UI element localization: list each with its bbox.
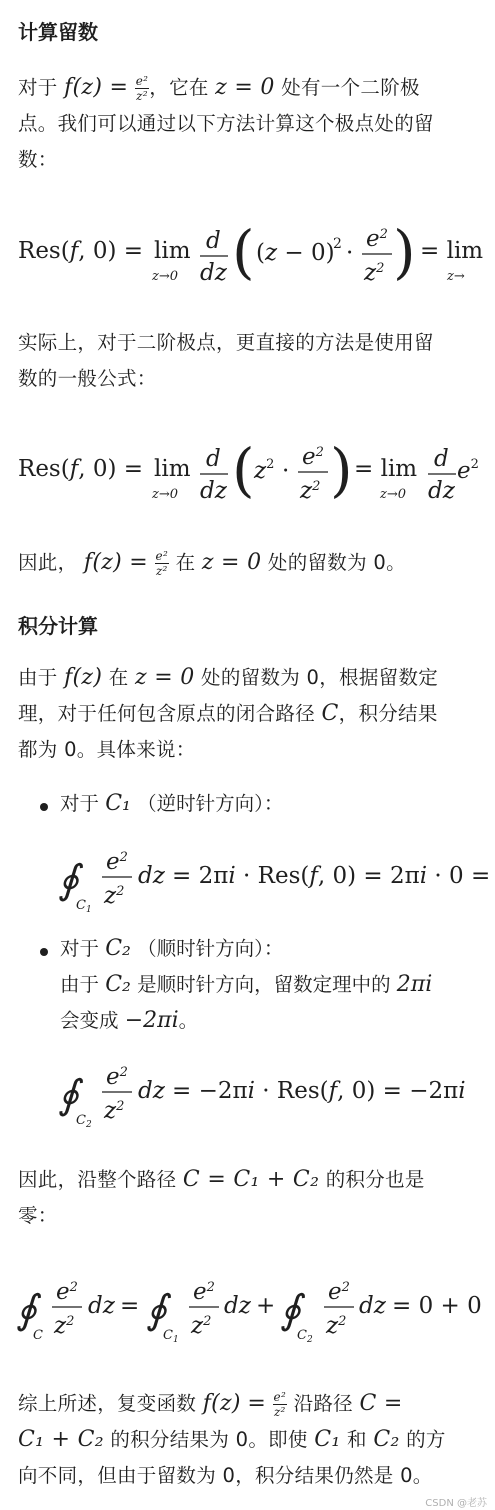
text-line: 都为 0。具体来说： [18, 738, 196, 761]
text-segment: 会变成 [60, 1009, 119, 1032]
text-line: 数的一般公式： [18, 367, 157, 390]
text-segment: 的积分结果为 0。即使 [110, 1428, 308, 1451]
svg-text:dz: dz [138, 863, 165, 889]
svg-text:dz: dz [138, 1078, 165, 1104]
text-line: 实际上，对于二阶极点，更直接的方法是使用留 [18, 331, 434, 354]
text-segment: 沿路径 [293, 1392, 353, 1415]
svg-text:e2: $e^2$ [457, 457, 479, 484]
svg-text:C: C [33, 1328, 43, 1343]
text-line: 数： [18, 148, 58, 171]
text-segment: 的积分也是 [325, 1168, 425, 1191]
text-segment: （顺时针方向）： [137, 937, 284, 960]
text-segment: 在 [108, 666, 129, 689]
svg-text:C1: $C_1$ [76, 898, 92, 915]
svg-text:z2: $z^2$ [191, 1313, 212, 1339]
svg-text:e2: $e^2$ [302, 444, 324, 470]
math-inline: C₁ + C₂ [18, 1427, 104, 1452]
text-segment: 由于 [60, 973, 100, 996]
text-segment: 由于 [18, 666, 58, 689]
svg-text:= lim: = lim [354, 456, 418, 482]
text-segment: 因此，沿整个路径 [18, 1168, 177, 1191]
text-segment: 在 [175, 551, 196, 574]
svg-text:z2: $z^2$ [54, 1313, 75, 1339]
text-segment: ，它在 [149, 76, 209, 99]
equation-res-limit-2 [0, 428, 495, 508]
text-segment: 处的留数为 0。 [267, 551, 406, 574]
math-inline: C = C₁ + C₂ [182, 1167, 320, 1192]
svg-text:·: · [346, 240, 354, 266]
math-inline: f(z) [64, 665, 103, 690]
text-segment: 是顺时针方向，留数定理中的 [137, 973, 391, 996]
paragraph-whole-path [18, 1162, 480, 1234]
text-segment: 。 [178, 1009, 199, 1032]
list-bullet [40, 803, 50, 813]
math-fraction: $\frac{\text{e²}}{\text{z²}}$ [155, 549, 169, 578]
svg-text:z2: $z^2$ [364, 260, 385, 286]
text-segment: 对于 [60, 937, 100, 960]
svg-text:∮: ∮ [280, 1287, 301, 1333]
svg-text:): ) [330, 436, 353, 504]
svg-text:∮: ∮ [58, 1072, 79, 1118]
text-segment: 的方 [406, 1428, 446, 1451]
svg-text:+: + [256, 1293, 276, 1319]
svg-text:= 0 + 0: = 0 + 0 [392, 1293, 482, 1319]
math-inline: C₁ [314, 1427, 341, 1452]
text-line: 点。我们可以通过以下方法计算这个极点处的留 [18, 112, 434, 135]
math-inline: −2πi [124, 1008, 179, 1033]
svg-text:dz: dz [428, 478, 455, 504]
list-item-c2 [60, 931, 480, 1039]
svg-text:∮: ∮ [146, 1287, 167, 1333]
text-segment: 理，对于任何包含原点的闭合路径 [18, 702, 316, 725]
svg-text:e2: $e^2$ [106, 1064, 128, 1090]
text-segment: 因此， [18, 551, 78, 574]
equation-integral-sum [0, 1265, 495, 1350]
svg-text:z→: z→ [447, 269, 465, 284]
svg-text:dz: dz [200, 260, 227, 286]
text-segment: （逆时针方向）： [137, 792, 284, 815]
text-segment: 处有一个二阶极 [281, 76, 420, 99]
svg-text:dz: dz [88, 1293, 115, 1319]
math-inline: C = [359, 1391, 403, 1416]
equation-integral-c1 [0, 835, 495, 920]
svg-text:z2: $z^2$ [104, 883, 125, 909]
math-inline: C [321, 701, 339, 726]
svg-text:·: · [282, 458, 290, 484]
math-fraction: $\frac{\text{e²}}{\text{z²}}$ [135, 74, 149, 103]
math-inline: = [247, 1391, 267, 1416]
math-inline: C₂ [105, 972, 131, 997]
math-inline: f(z) [202, 1391, 241, 1416]
text-segment: 处的留数为 0，根据留数定 [201, 666, 439, 689]
math-inline: C₁ [105, 791, 131, 816]
math-inline: 2πi [396, 972, 433, 997]
text-segment: ，积分结果 [338, 702, 438, 725]
text-segment: 对于 [18, 76, 58, 99]
svg-text:d: d [434, 446, 449, 472]
svg-text:z→0: z→0 [380, 487, 407, 502]
paragraph-conclusion [18, 1386, 480, 1494]
svg-text:z→0: z→0 [152, 269, 179, 284]
list-item-c1 [60, 786, 480, 822]
paragraph-residue-result [18, 545, 480, 581]
math-inline: z = 0 [135, 665, 195, 690]
svg-text:dz: dz [359, 1293, 386, 1319]
watermark: CSDN @老苏 [425, 1498, 487, 1509]
svg-text:(z − 0): (z − 0) [256, 240, 335, 266]
text-line: 向不同，但由于留数为 0，积分结果仍然是 0。 [18, 1464, 433, 1487]
svg-text:z2: $z^2$ [326, 1313, 347, 1339]
svg-text:= −2πi · Res(f, 0) = −2πi: = −2πi · Res(f, 0) = −2πi [172, 1078, 466, 1104]
svg-text:e2: $e^2$ [328, 1279, 350, 1305]
svg-text:d: d [206, 228, 221, 254]
svg-text:(: ( [232, 436, 255, 504]
svg-text:lim: lim [154, 238, 191, 264]
svg-text:2: 2 [333, 236, 342, 252]
paragraph-integral-intro [18, 660, 480, 768]
svg-text:(: ( [232, 218, 255, 286]
svg-text:z2: $z^2$ [254, 457, 275, 484]
svg-text:= 2πi · Res(f, 0) = 2πi · 0 =: = 2πi · Res(f, 0) = 2πi · 0 = [172, 863, 491, 889]
svg-text:): ) [393, 218, 416, 286]
math-inline: f(z) = [83, 550, 149, 575]
svg-text:=: = [120, 1293, 140, 1319]
svg-text:z2: $z^2$ [104, 1098, 125, 1124]
list-bullet [40, 948, 50, 958]
svg-text:e2: $e^2$ [56, 1279, 78, 1305]
section-heading-residue: 计算留数 [18, 20, 98, 44]
svg-text:z2: $z^2$ [300, 478, 321, 504]
equation-integral-c2 [0, 1050, 495, 1135]
math-inline: f(z) = [64, 75, 129, 100]
svg-text:dz: dz [224, 1293, 251, 1319]
math-inline: C₂ [373, 1427, 400, 1452]
text-line: 零： [18, 1204, 58, 1227]
svg-text:e2: $e^2$ [106, 849, 128, 875]
paragraph-residue-intro [18, 70, 480, 178]
svg-text:C2: $C_2$ [297, 1328, 313, 1345]
text-segment: 和 [347, 1428, 367, 1451]
math-inline: z = 0 [215, 75, 275, 100]
equation-res-limit-1 [0, 210, 495, 290]
svg-text:∮: ∮ [58, 857, 79, 903]
svg-text:d: d [206, 446, 221, 472]
svg-text:C2: $C_2$ [76, 1113, 92, 1130]
paragraph-direct-method [18, 325, 480, 397]
math-fraction: $\frac{\text{e²}}{\text{z²}}$ [273, 1390, 287, 1419]
text-segment: 综上所述，复变函数 [18, 1392, 197, 1415]
svg-text:lim: lim [154, 456, 191, 482]
svg-text:dz: dz [200, 478, 227, 504]
math-inline: C₂ [105, 936, 131, 961]
svg-text:C1: $C_1$ [163, 1328, 179, 1345]
section-heading-integral: 积分计算 [18, 614, 98, 638]
svg-text:e2: $e^2$ [366, 226, 388, 252]
text-segment: 对于 [60, 792, 100, 815]
svg-text:∮: ∮ [16, 1287, 37, 1333]
svg-text:z→0: z→0 [152, 487, 179, 502]
math-inline: z = 0 [201, 550, 262, 575]
svg-text:= lim: = lim [420, 238, 484, 264]
svg-text:e2: $e^2$ [193, 1279, 215, 1305]
svg-text:Res(f, 0) =: Res(f, 0) = [18, 456, 144, 482]
svg-text:Res(f, 0) =: Res(f, 0) = [18, 238, 144, 264]
